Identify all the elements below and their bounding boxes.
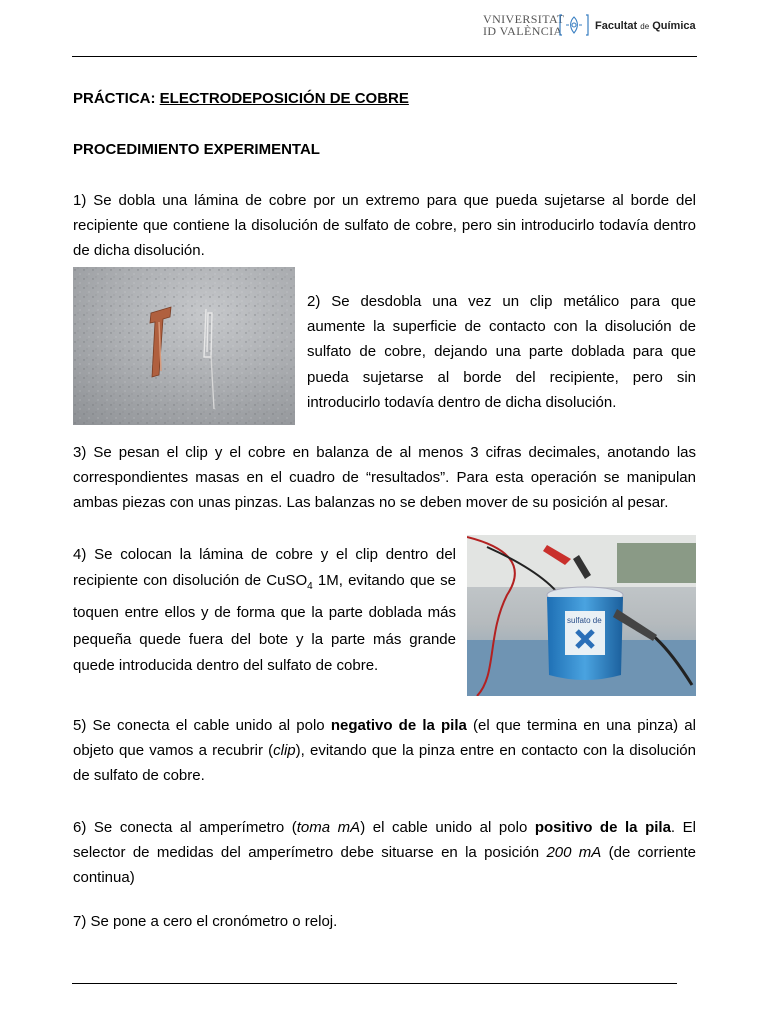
header-rule xyxy=(72,56,697,57)
university-line2: ID VALÈNCIA xyxy=(483,24,563,38)
footer-rule xyxy=(72,983,677,984)
title-label: PRÁCTICA: xyxy=(73,90,156,107)
university-name xyxy=(483,13,564,37)
subscript-4: 4 xyxy=(307,581,313,593)
step-4: 4) Se colocan la lámina de cobre y el clip dentro del recipiente con disolución de CuSO$_4$ 1M, evitando que se toquen entre ellos y de forma que la parte doblada más pequeña quede fuera del bote y la parte más grande quede introducida dentro del sulfato de cobre. xyxy=(73,546,456,674)
step-3: 3) Se pesan el clip y el cobre en balanza de al menos 3 cifras decimales, anotando las correspondientes masas en el cuadro de “resultados”. Para esta operación se manipulan ambas piezas con unas pinzas. Las balanzas no se deben mover de su posición al pesar. xyxy=(73,444,696,512)
page-title xyxy=(73,89,409,109)
section-heading: PROCEDIMIENTO EXPERIMENTAL xyxy=(73,141,320,158)
step-2: 2) Se desdobla una vez un clip metálico para que aumente la superficie de contacto con la disolución de sulfato de cobre, dejando una parte doblada para que pueda sujetarse al borde del recipiente, pero sin introducirlo todavía dentro de dicha disolución. xyxy=(307,293,696,411)
step-6: 6) Se conecta al amperímetro (toma mA) el cable unido al polo positivo de la pila. El selector de medidas del amperímetro debe situarse en la posición 200 mA (de corriente continua) xyxy=(73,819,696,887)
copper-strip-and-clip-photo xyxy=(73,267,295,425)
header-logo xyxy=(483,11,698,41)
copper-and-clip-illustration xyxy=(73,267,295,425)
step-5: 5) Se conecta el cable unido al polo negativo de la pila (el que termina en una pinza) al objeto que vamos a recubrir (clip), evitando que la pinza entre en contacto con la disolución de sulfato de cobre. xyxy=(73,717,696,785)
beaker-illustration xyxy=(467,535,696,696)
jar-label-text: sulfato de xyxy=(567,616,602,625)
faculty-name: Facultat de Química xyxy=(595,20,696,32)
title-text: ELECTRODEPOSICIÓN DE COBRE xyxy=(159,90,409,107)
university-line1: VNIVERSITAT xyxy=(483,12,565,26)
step-7: 7) Se pone a cero el cronómetro o reloj. xyxy=(73,913,338,930)
step-1: 1) Se dobla una lámina de cobre por un extremo para que pueda sujetarse al borde del recipiente que contiene la disolución de sulfato de cobre, pero sin introducirlo todavía dentro de dicha disolución. xyxy=(73,192,696,260)
university-emblem-icon xyxy=(559,13,589,37)
beaker-with-clamps-photo xyxy=(467,535,696,696)
